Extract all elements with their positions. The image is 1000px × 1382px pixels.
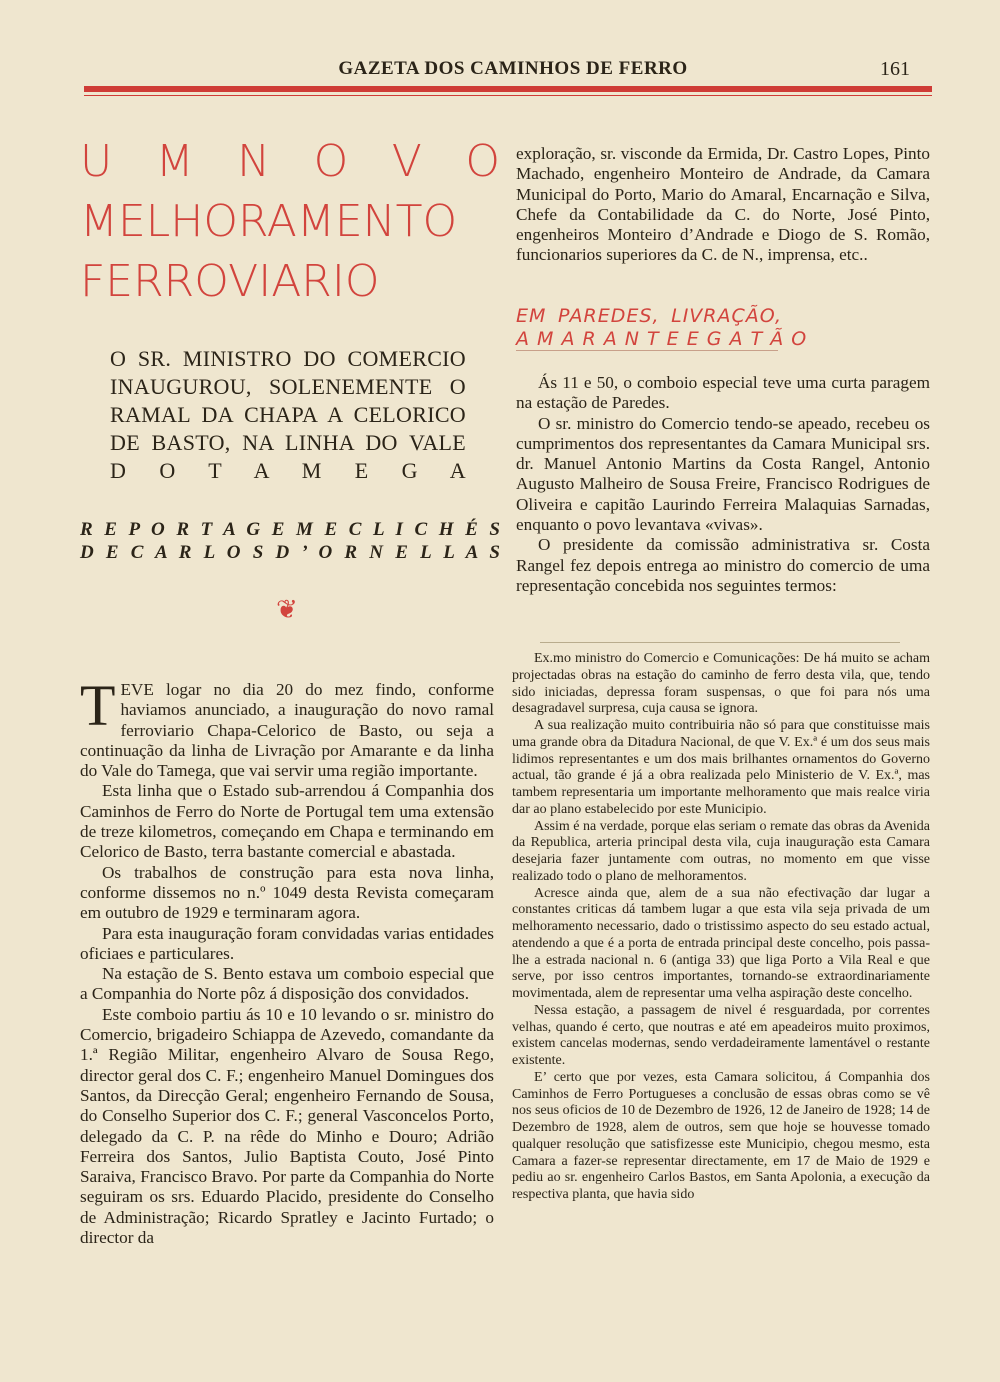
- section-title-underline: [516, 350, 778, 351]
- floral-ornament-icon: ❦: [276, 595, 298, 624]
- quote-paragraph-2: A sua realização muito contribuiria não só para que constituisse mais uma grande obra da Ditadura Nacional, de que V. Ex.ª é um dos seus mais lidimos representantes e um dos mais brilhantes ornamentos do Governo actual, tão grande é já a obra realizada pelo Ministerio de V. Ex.ª, mas tambem representaria um importante melhoramento que mais realce viria dar ao plano estabelecido por este Municipio.: [512, 718, 930, 817]
- left-column: [80, 673, 494, 1248]
- running-header-title: GAZETA DOS CAMINHOS DE FERRO: [338, 58, 688, 79]
- drop-cap: T: [80, 673, 116, 738]
- subhead-line-4: DE BASTO, NA LINHA DO VALE: [110, 430, 466, 455]
- subhead-line-5: D O T A M E G A: [110, 458, 466, 483]
- headline-line-1: U M N O V O: [80, 136, 500, 187]
- article-paragraph-4: Para esta inauguração foram convidadas varias entidades oficiaes e particulares.: [80, 923, 494, 963]
- section-title-line-1: EM PAREDES, LIVRAÇÃO,: [516, 305, 782, 327]
- article-paragraph-1: TEVE logar no dia 20 do mez findo, conforme haviamos anunciado, a inauguração do novo ramal ferroviario Chapa-Celorico de Basto, ou seja a continuação da linha de Livração por Amarante e da linha do Vale do Tamega, que vai servir uma região importante.: [80, 673, 494, 781]
- quote-paragraph-5: Nessa estação, a passagem de nivel é resguardada, por correntes velhas, quando é certo, que noutras e até em apeadeiros muito proximos, existem cancelas modernas, sendo verdadeiramente lamentável o restante existente.: [512, 1002, 930, 1068]
- right-column-intro: [516, 144, 930, 266]
- byline-line-2: D E C A R L O S D ’ O R N E L L A S: [80, 542, 500, 563]
- subhead-line-2: INAUGUROU, SOLENEMENTE O: [110, 374, 466, 399]
- petition-quote: [512, 651, 930, 1204]
- article-paragraph-5: Na estação de S. Bento estava um comboio especial que a Companhia do Norte pôz á disposição dos convidados.: [80, 964, 494, 1004]
- headline-line-2: MELHORAMENTO: [80, 196, 458, 247]
- quote-paragraph-3: Assim é na verdade, porque elas seriam o remate das obras da Avenida da Republica, arteria principal desta vila, cuja inauguração esta Camara desejaria fazer juntamente com outras, no momento em que visse realizado todo o plano de melhoramentos.: [512, 818, 930, 884]
- article-paragraph-9: O presidente da comissão administrativa sr. Costa Rangel fez depois entrega ao ministro do comercio de uma representação concebida nos seguintes termos:: [516, 535, 930, 595]
- subhead-line-1: O SR. MINISTRO DO COMERCIO: [110, 346, 466, 371]
- article-paragraph-3: Os trabalhos de construção para esta nova linha, conforme dissemos no n.º 1049 desta Revista começaram em outubro de 1929 e terminaram agora.: [80, 862, 494, 923]
- subhead-line-3: RAMAL DA CHAPA A CELORICO: [110, 402, 466, 427]
- header-rule-thin: [84, 95, 932, 96]
- intro-paragraph: exploração, sr. visconde da Ermida, Dr. Castro Lopes, Pinto Machado, engenheiro Monteiro de Andrade, da Camara Municipal do Porto, Mario do Amaral, Encarnação e Silva, Chefe da Contabilidade da C. do Norte, José Pinto, engenheiros Monteiro d’Andrade e Diogo de S. Romão, funcionarios superiores da C. de N., imprensa, etc..: [516, 144, 930, 265]
- byline-line-1: R E P O R T A G E M E C L I C H É S: [80, 519, 500, 540]
- quote-separator: [540, 642, 900, 643]
- header-rule-thick: [84, 86, 932, 92]
- quote-paragraph-4: Acresce ainda que, alem de a sua não efectivação dar lugar a constantes criticas dá tambem lugar a que esta vila seja privada de um melhoramento necessario, dado o tristissimo aspecto do seu estado actual, atendendo a que é a porta de entrada principal deste concelho, pois passa-lhe a estrada nacional n. 6 (antiga 33) que liga Porto a Vila Real e que serve, por isso centros importantes, tornando-se extraordinariamente movimentada, alem de representar uma velha aspiração deste concelho.: [512, 885, 930, 1001]
- page-number: 161: [880, 58, 910, 80]
- article-paragraph-2: Esta linha que o Estado sub-arrendou á Companhia dos Caminhos de Ferro do Norte de Portugal tem uma extensão de treze kilometros, começando em Chapa e terminando em Celorico de Basto, terra bastante comercial e abastada.: [80, 781, 494, 862]
- headline-line-3: FERROVIARIO: [80, 256, 380, 307]
- article-paragraph-7: Ás 11 e 50, o comboio especial teve uma curta paragem na estação de Paredes.: [516, 373, 930, 413]
- quote-paragraph-6: E’ certo que por vezes, esta Camara solicitou, á Companhia dos Caminhos de Ferro Portugueses a conclusão de essas obras como se vê nos seus oficios de 10 de Dezembro de 1926, 12 de Janeiro de 1928; 14 de Dezembro de 1928, alem de outros, sem que hoje se houvesse tomado qualquer resolução que satisfizesse este Municipio, chegou mesmo, esta Camara a fazer-se representar directamente, em 17 de Maio de 1929 e pediu ao sr. engenheiro Carlos Bastos, em Santa Apolonia, a execução da respectiva planta, que havia sido: [512, 1069, 930, 1202]
- section-title-line-2: A M A R A N T E E G A T Ã O: [516, 328, 808, 350]
- article-paragraph-6: Este comboio partiu ás 10 e 10 levando o sr. ministro do Comercio, brigadeiro Schiappa de Azevedo, comandante da 1.ª Região Militar, engenheiro Alvaro de Sousa Rego, director geral dos C. F.; engenheiro Manuel Domingues dos Santos, da Direcção Geral; engenheiro Fernando de Sousa, do Conselho Superior dos C. F.; general Vasconcelos Porto, delegado da C. P. na rêde do Minho e Douro; Adrião Ferreira dos Santos, Julio Baptista Couto, José Pinto Saraiva, Francisco Bravo. Por parte da Companhia do Norte seguiram os srs. Eduardo Placido, presidente do Conselho de Administração; Ricardo Spratley e Jacinto Furtado; o director da: [80, 1004, 494, 1248]
- right-column-body: [516, 373, 930, 596]
- article-paragraph-8: O sr. ministro do Comercio tendo-se apeado, recebeu os cumprimentos dos representantes da Camara Municipal srs. dr. Manuel Antonio Martins da Costa Rangel, Antonio Augusto Malheiro de Sousa Freire, Francisco Rodrigues de Oliveira e capitão Laurindo Ferreira Malaquias Sarnadas, enquanto o povo levantava «vivas».: [516, 413, 930, 535]
- quote-paragraph-1: Ex.mo ministro do Comercio e Comunicações: De há muito se acham projectadas obras na estação do caminho de ferro desta vila, que, tendo sido iniciadas, depressa foram suspensas, o que foi para nós uma desagradavel surpresa, cuja causa se ignora.: [512, 651, 930, 717]
